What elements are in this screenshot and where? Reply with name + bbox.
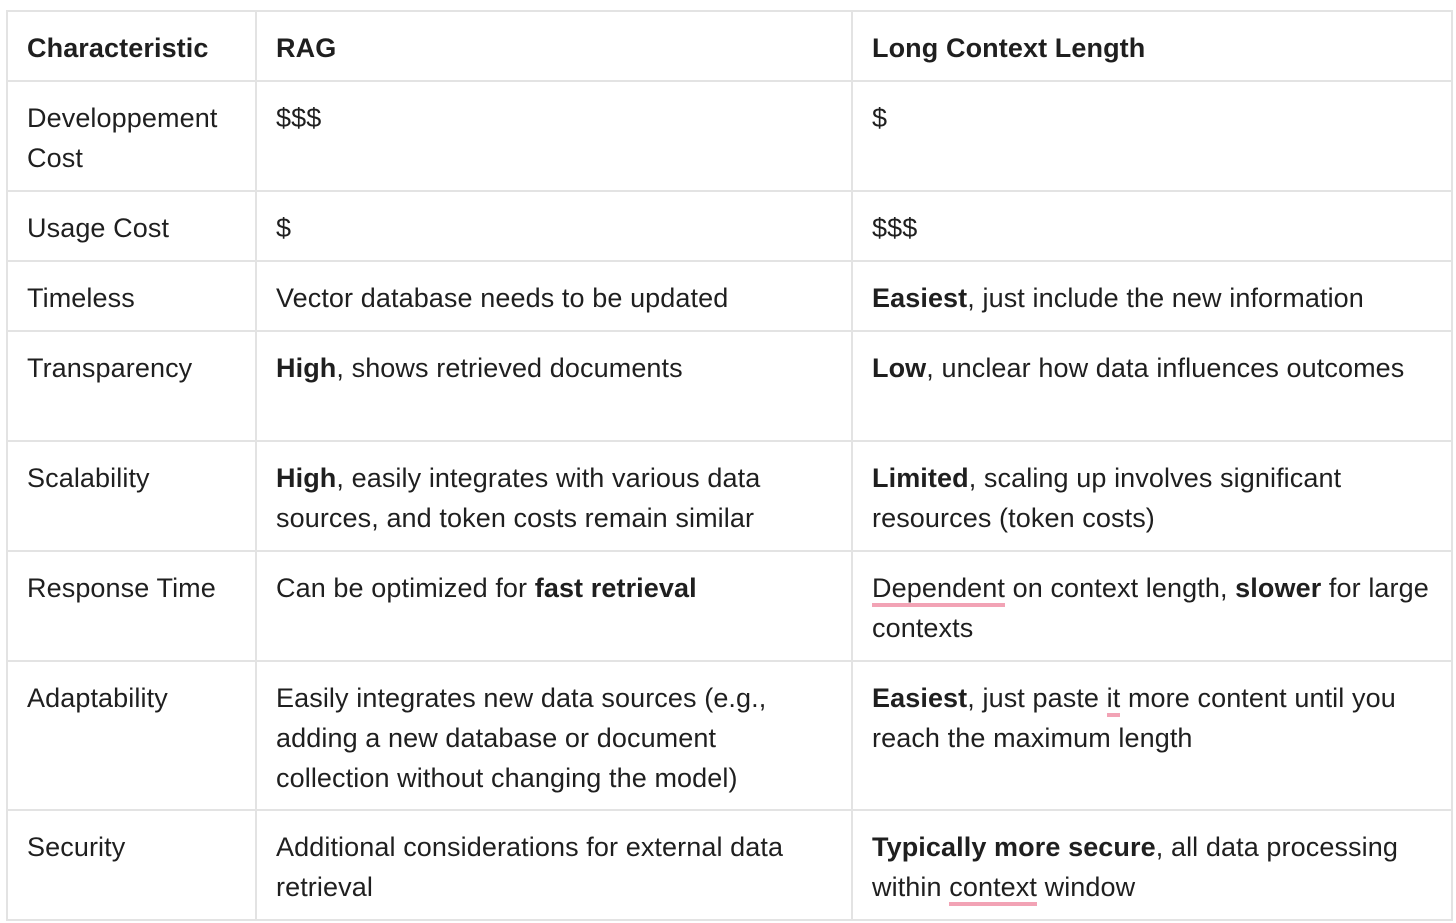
cell-characteristic: Timeless [7, 261, 256, 331]
cell-text: , just include the new information [967, 283, 1364, 313]
header-characteristic: Characteristic [7, 11, 256, 81]
cell-characteristic: Developpement Cost [7, 81, 256, 191]
bold-text: Limited [872, 463, 969, 493]
cell-text: on context length, [1005, 573, 1236, 603]
spellcheck-underlined-word[interactable]: Dependent [872, 573, 1005, 607]
bold-text: High [276, 463, 337, 493]
cell-text: more content until you reach the maximum length [872, 683, 1396, 753]
cell-characteristic: Transparency [7, 331, 256, 441]
cell-text: for large contexts [872, 573, 1429, 643]
cell-text: , all data processing within [872, 832, 1398, 902]
spellcheck-underlined-word[interactable]: context [949, 872, 1037, 906]
cell-long-context [852, 261, 1452, 331]
cell-text: , scaling up involves significant resources (token costs) [872, 463, 1342, 533]
cell-rag: $ [256, 191, 852, 261]
bold-text: fast retrieval [534, 573, 697, 603]
comparison-table [6, 10, 1453, 921]
table-row [7, 191, 1452, 261]
cell-characteristic: Security [7, 810, 256, 920]
cell-long-context [852, 661, 1452, 810]
cell-long-context [852, 810, 1452, 920]
table-row [7, 81, 1452, 191]
bold-text: High [276, 353, 337, 383]
cell-rag: Easily integrates new data sources (e.g., adding a new database or document collection without changing the model) [256, 661, 852, 810]
table-row [7, 331, 1452, 441]
spellcheck-underlined-word[interactable]: it [1107, 683, 1121, 717]
cell-characteristic: Adaptability [7, 661, 256, 810]
table-row [7, 261, 1452, 331]
cell-rag [256, 331, 852, 441]
cell-rag: Additional considerations for external data retrieval [256, 810, 852, 920]
header-rag: RAG [256, 11, 852, 81]
cell-long-context: $ [852, 81, 1452, 191]
bold-text: Low [872, 353, 927, 383]
cell-text: Can be optimized for [276, 573, 535, 603]
cell-long-context [852, 551, 1452, 661]
cell-characteristic: Usage Cost [7, 191, 256, 261]
table-row [7, 810, 1452, 920]
table-row [7, 441, 1452, 551]
cell-text: , easily integrates with various data sources, and token costs remain similar [276, 463, 761, 533]
cell-rag [256, 551, 852, 661]
cell-rag: Vector database needs to be updated [256, 261, 852, 331]
bold-text: Easiest [872, 683, 968, 713]
table-row [7, 661, 1452, 810]
cell-rag [256, 441, 852, 551]
bold-text: Typically more secure [872, 832, 1156, 862]
header-row [7, 11, 1452, 81]
cell-text: , just paste [967, 683, 1107, 713]
cell-long-context: $$$ [852, 191, 1452, 261]
cell-text: , unclear how data influences outcomes [926, 353, 1405, 383]
cell-characteristic: Response Time [7, 551, 256, 661]
cell-text: , shows retrieved documents [336, 353, 683, 383]
bold-text: Easiest [872, 283, 968, 313]
cell-long-context [852, 441, 1452, 551]
cell-rag: $$$ [256, 81, 852, 191]
cell-text: window [1037, 872, 1136, 902]
table-row [7, 551, 1452, 661]
comparison-table-container [6, 10, 1451, 921]
header-long-context-length: Long Context Length [852, 11, 1452, 81]
cell-long-context [852, 331, 1452, 441]
bold-text: slower [1235, 573, 1322, 603]
cell-characteristic: Scalability [7, 441, 256, 551]
